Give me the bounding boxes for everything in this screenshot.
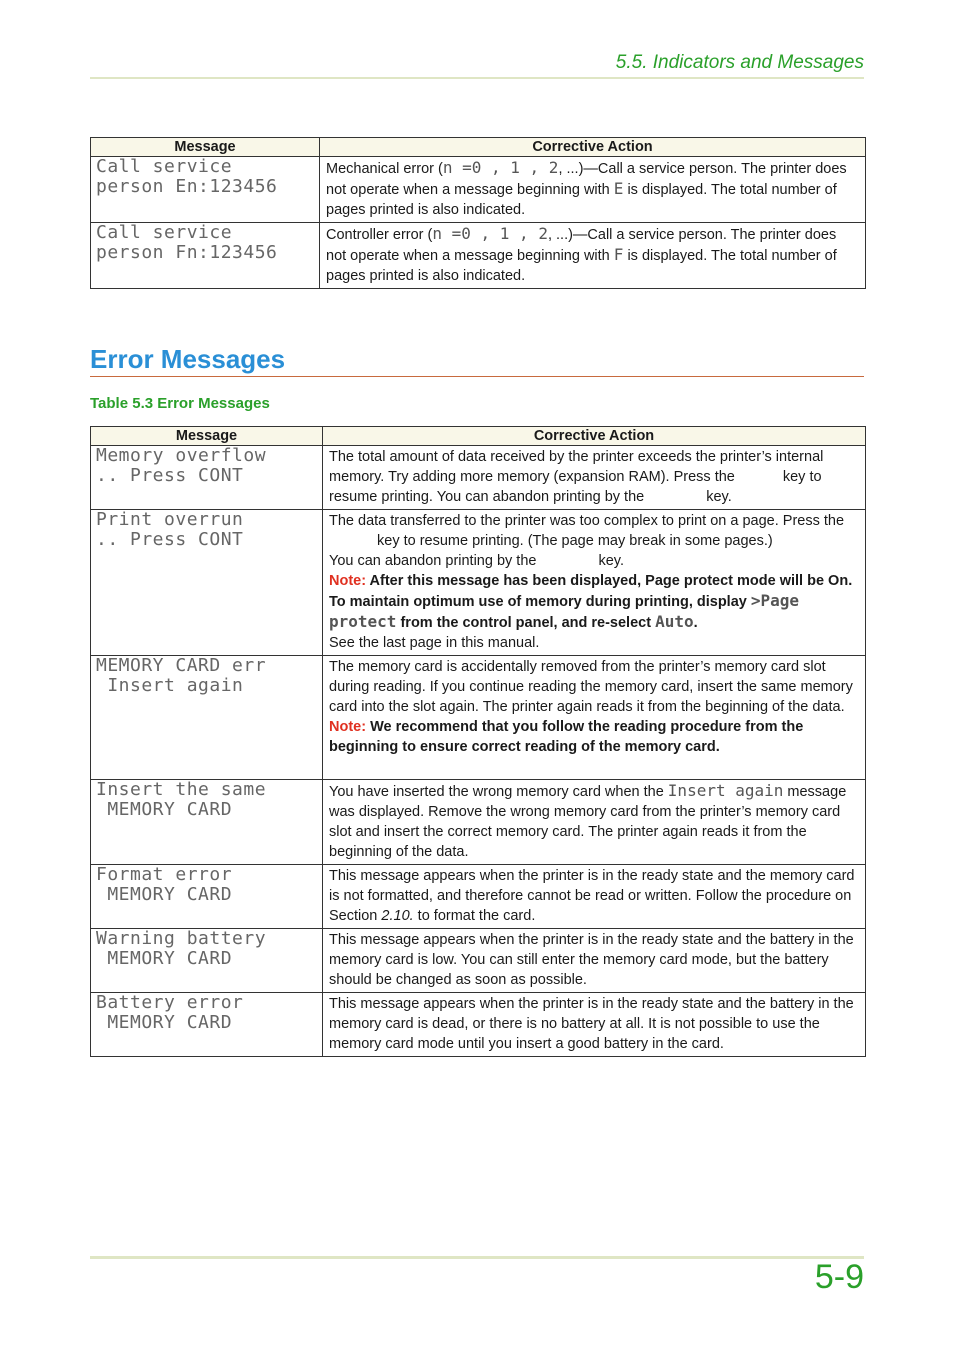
column-header-message: Message: [91, 138, 320, 157]
message-line-2: Insert again: [96, 675, 244, 696]
table-row: [91, 223, 866, 289]
error-prefix-letter: F: [613, 245, 624, 264]
action-text: is displayed. The total number of pages printed is also indicated.: [326, 248, 837, 284]
note-text: from the control panel, and re-select: [396, 615, 656, 631]
action-text: key.: [598, 553, 624, 569]
action-text: This message appears when the printer is in the ready state and the battery in the memory card is low. You can still enter the memory card mode, but the battery should be changed as soon as possible.: [329, 932, 854, 988]
message-line-1: Battery error: [96, 992, 244, 1013]
table-row: [91, 510, 866, 656]
action-text: key.: [706, 489, 732, 505]
note-block: [329, 717, 859, 757]
action-text: The data transferred to the printer was too complex to print on a page. Press the: [329, 513, 845, 529]
action-cell: [323, 993, 866, 1057]
message-cell: [91, 865, 323, 929]
note-text: After this message has been displayed, Page protect mode will be On. To maintain optimum use of memory during printing, display: [329, 573, 853, 610]
message-cell: [91, 510, 323, 656]
action-text: key to resume printing. (The page may break in some pages.): [377, 533, 773, 549]
note-text: We recommend that you follow the reading procedure from the beginning to ensure correct reading of the memory card.: [329, 719, 804, 755]
table-row: [91, 929, 866, 993]
table-header-row: [91, 427, 866, 446]
message-cell: [91, 993, 323, 1057]
message-line-2: MEMORY CARD: [96, 884, 233, 905]
action-text: This message appears when the printer is in the ready state and the battery in the memory card is dead, or there is no battery at all. It is not possible to use the memory card mode until you insert a good battery in the card.: [329, 996, 854, 1052]
action-text: You can abandon printing by the: [329, 553, 537, 569]
heading-rule: [90, 376, 864, 377]
section-title: Error Messages: [90, 344, 286, 374]
action-cell: [323, 865, 866, 929]
note-label: Note:: [329, 719, 367, 735]
action-cell: [323, 780, 866, 865]
note-label: Note:: [329, 573, 367, 589]
message-line-1: Print overrun: [96, 509, 244, 530]
message-line-1: Warning battery: [96, 928, 267, 949]
page-number: 5-9: [814, 1258, 864, 1296]
message-cell: [91, 929, 323, 993]
action-cell: [320, 157, 866, 223]
note-block: [329, 571, 859, 633]
action-paragraph: See the last page in this manual.: [329, 635, 540, 651]
action-paragraph: [329, 551, 859, 571]
note-text: .: [693, 615, 698, 631]
action-text: , ...)—Call a service person. The printer does not operate when a message beginning with: [326, 161, 847, 198]
message-line-2: person Fn:123456: [96, 242, 278, 263]
table-row: [91, 446, 866, 510]
table-caption: Table 5.3 Error Messages: [90, 395, 270, 412]
table-row: [91, 780, 866, 865]
message-cell: [91, 223, 320, 289]
action-cell: [320, 223, 866, 289]
action-cell: [323, 656, 866, 780]
action-text: to format the card.: [413, 908, 536, 924]
action-text: Controller error (: [326, 227, 433, 243]
message-line-2: MEMORY CARD: [96, 1012, 233, 1033]
action-cell: [323, 929, 866, 993]
message-line-1: Insert the same: [96, 779, 267, 800]
action-text: key to resume printing. You can abandon printing by the: [329, 469, 822, 505]
header-rule: [90, 77, 864, 79]
column-header-action: Corrective Action: [320, 138, 866, 157]
section-header: 5.5. Indicators and Messages: [615, 52, 864, 73]
action-text: Mechanical error (: [326, 161, 443, 177]
message-line-2: person En:123456: [96, 176, 278, 197]
table-header-row: [91, 138, 866, 157]
error-prefix-letter: E: [613, 179, 624, 198]
service-messages-table: [90, 137, 866, 289]
message-line-1: Format error: [96, 864, 233, 885]
message-line-1: Memory overflow: [96, 445, 267, 466]
message-line-2: .. Press CONT: [96, 529, 244, 550]
table-row: [91, 993, 866, 1057]
message-cell: [91, 446, 323, 510]
column-header-message: Message: [91, 427, 323, 446]
message-cell: [91, 780, 323, 865]
lcd-text: Auto: [655, 612, 694, 631]
error-code-text: n =0 , 1 , 2: [432, 224, 548, 243]
section-reference: 2.10.: [381, 908, 414, 924]
column-header-action: Corrective Action: [323, 427, 866, 446]
action-text: is displayed. The total number of pages printed is also indicated.: [326, 182, 837, 218]
message-cell: [91, 157, 320, 223]
error-messages-table: [90, 426, 866, 1057]
action-cell: [323, 446, 866, 510]
action-text: The total amount of data received by the printer exceeds the printer’s internal memory. Try adding more memory (expansion RAM). Press the: [329, 449, 824, 485]
action-text: This message appears when the printer is in the ready state and the memory card is not formatted, and therefore cannot be read or written. Follow the procedure on Section: [329, 868, 855, 924]
message-line-2: MEMORY CARD: [96, 799, 233, 820]
action-text: You have inserted the wrong memory card when the: [329, 784, 668, 800]
action-cell: [323, 510, 866, 656]
message-line-1: Call service: [96, 156, 233, 177]
action-paragraph: The memory card is accidentally removed from the printer’s memory card slot during reading. If you continue reading the memory card, insert the same memory card into the slot again. The printer again reads it from the beginning of the data.: [329, 659, 853, 715]
action-paragraph: [329, 511, 859, 551]
error-code-text: n =0 , 1 , 2: [442, 158, 559, 177]
action-text: message was displayed. Remove the wrong memory card from the printer’s memory card slot and insert the correct memory card. The printer again reads it from the beginning of the data.: [329, 784, 847, 860]
message-line-2: .. Press CONT: [96, 465, 244, 486]
action-text: , ...)—Call a service person. The printer does not operate when a message beginning with: [326, 227, 837, 264]
message-line-1: MEMORY CARD err: [96, 655, 267, 676]
lcd-text: Insert again: [667, 781, 784, 800]
message-line-2: MEMORY CARD: [96, 948, 233, 969]
table-row: [91, 157, 866, 223]
lcd-text: >Page protect: [329, 591, 800, 631]
table-row: [91, 656, 866, 780]
table-row: [91, 865, 866, 929]
message-line-1: Call service: [96, 222, 233, 243]
message-cell: [91, 656, 323, 780]
footer-rule: [90, 1256, 864, 1259]
